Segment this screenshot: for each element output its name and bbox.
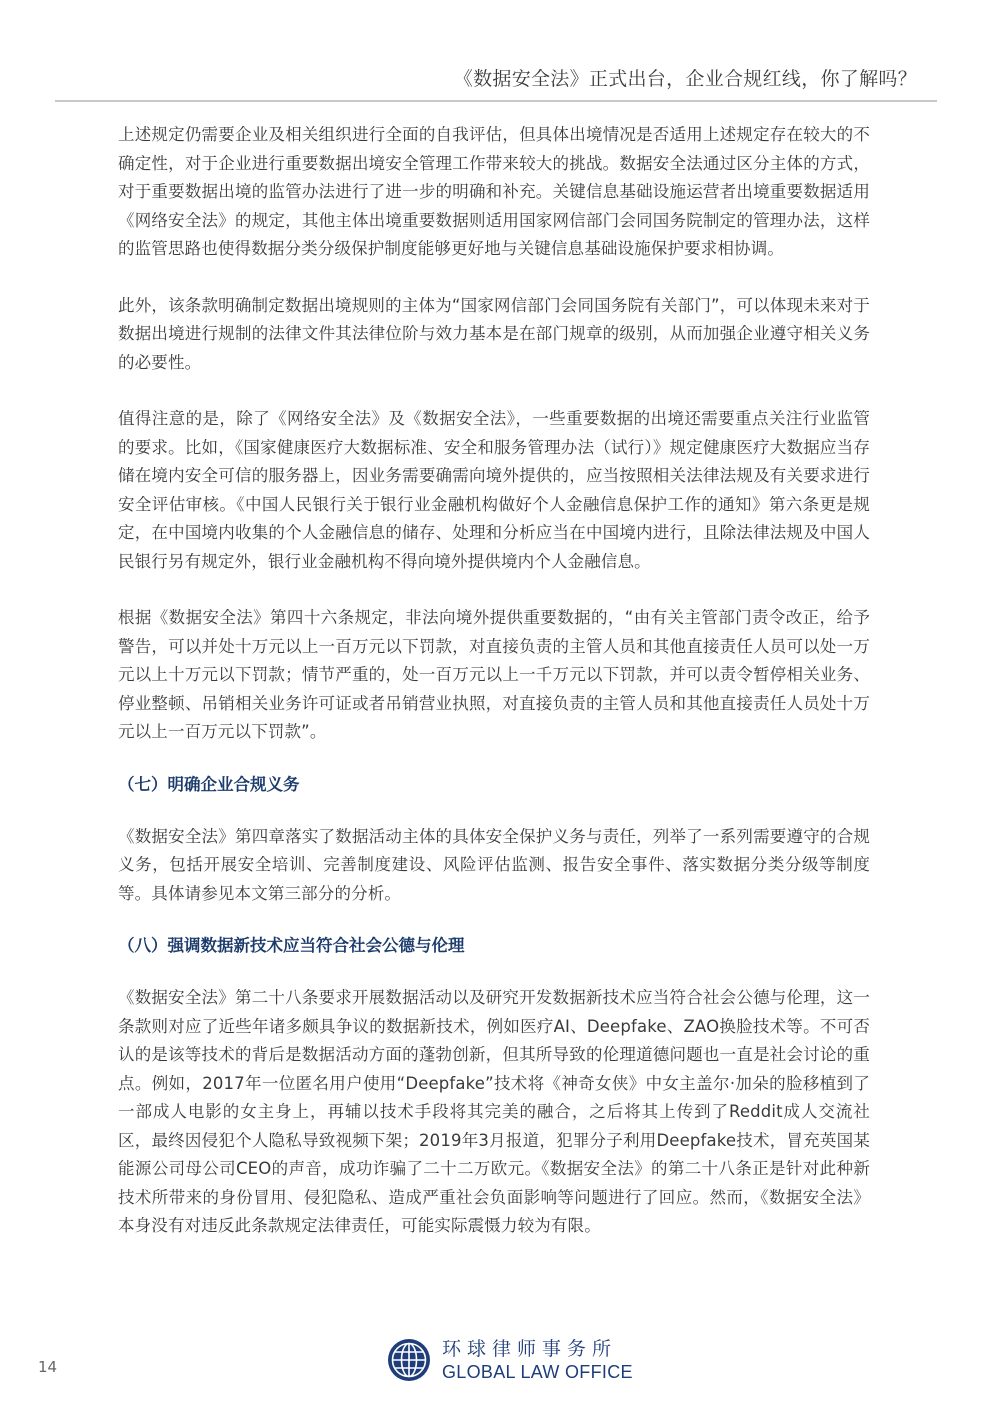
header-title: 《数据安全法》正式出台，企业合规红线，你了解吗？ bbox=[453, 68, 917, 90]
page-number: 14 bbox=[38, 1358, 58, 1376]
section-8-body: 《数据安全法》第二十八条要求开展数据活动以及研究开发数据新技术应当符合社会公德与伦理，这一条款则对应了近些年诸多颇具争议的数据新技术，例如医疗AI、Deepfake、ZAO换脸技术等。不可否认的是该等技术的背后是数据活动方面的蓬勃创新，但其所导致的伦理道德问题也一直是社会讨论的重点。例如，2017年一位匿名用户使用“Deepfake”技术将《神奇女侠》中女主盖尔·加朵的脸移植到了一部成人电影的女主身上，再辅以技术手段将其完美的融合，之后将其上传到了Reddit成人交流社区，最终因侵犯个人隐私导致视频下架；2019年3月报道，犯罪分子利用Deepfake技术，冒充英国某能源公司母公司CEO的声音，成功诈骗了二十二万欧元。《数据安全法》的第二十八条正是针对此种新技术所带来的身份冒用、侵犯隐私、造成严重社会负面影响等问题进行了回应。然而，《数据安全法》本身没有对违反此条款规定法律责任，可能实际震慑力较为有限。 bbox=[118, 988, 870, 1235]
footer-logo bbox=[386, 1337, 633, 1383]
paragraph-2: 此外，该条款明确制定数据出境规则的主体为“国家网信部门会同国务院有关部门”，可以体现未来对于数据出境进行规制的法律文件其法律位阶与效力基本是在部门规章的级别，从而加强企业遵守相关义务的必要性。 bbox=[118, 295, 870, 372]
paragraph-1: 上述规定仍需要企业及相关组织进行全面的自我评估，但具体出境情况是否适用上述规定存在较大的不确定性，对于企业进行重要数据出境安全管理工作带来较大的挑战。数据安全法通过区分主体的方式，对于重要数据出境的监管办法进行了进一步的明确和补充。关键信息基础设施运营者出境重要数据适用《网络安全法》的规定，其他主体出境重要数据则适用国家网信部门会同国务院制定的管理办法，这样的监管思路也使得数据分类分级保护制度能够更好地与关键信息基础设施保护要求相协调。 bbox=[118, 125, 870, 258]
logo-chinese-name: 环球律师事务所 bbox=[442, 1338, 618, 1360]
paragraph-3: 值得注意的是，除了《网络安全法》及《数据安全法》，一些重要数据的出境还需要重点关注行业监管的要求。比如，《国家健康医疗大数据标准、安全和服务管理办法（试行）》规定健康医疗大数据应当存储在境内安全可信的服务器上，因业务需要确需向境外提供的，应当按照相关法律法规及有关要求进行安全评估审核。《中国人民银行关于银行业金融机构做好个人金融信息保护工作的通知》第六条更是规定，在中国境内收集的个人金融信息的储存、处理和分析应当在中国境内进行，且除法律法规及中国人民银行另有规定外，银行业金融机构不得向境外提供境内个人金融信息。 bbox=[118, 409, 870, 571]
section-8-heading: （八）强调数据新技术应当符合社会公德与伦理 bbox=[118, 936, 465, 955]
page-content bbox=[118, 121, 870, 1241]
paragraph-4: 根据《数据安全法》第四十六条规定，非法向境外提供重要数据的，“由有关主管部门责令改正，给予警告，可以并处十万元以上一百万元以下罚款，对直接负责的主管人员和其他直接责任人员可以处一万元以上十万元以下罚款；情节严重的，处一百万元以上一千万元以下罚款，并可以责令暂停相关业务、停业整顿、吊销相关业务许可证或者吊销营业执照，对直接负责的主管人员和其他直接责任人员处十万元以上一百万元以下罚款”。 bbox=[118, 608, 870, 741]
header-divider bbox=[55, 100, 937, 102]
section-7-body: 《数据安全法》第四章落实了数据活动主体的具体安全保护义务与责任，列举了一系列需要遵守的合规义务，包括开展安全培训、完善制度建设、风险评估监测、报告安全事件、落实数据分类分级等制度等。具体请参见本文第三部分的分析。 bbox=[118, 826, 870, 903]
globe-logo-icon bbox=[386, 1337, 432, 1383]
logo-english-name: GLOBAL LAW OFFICE bbox=[442, 1362, 633, 1382]
section-7-heading: （七）明确企业合规义务 bbox=[118, 774, 300, 794]
